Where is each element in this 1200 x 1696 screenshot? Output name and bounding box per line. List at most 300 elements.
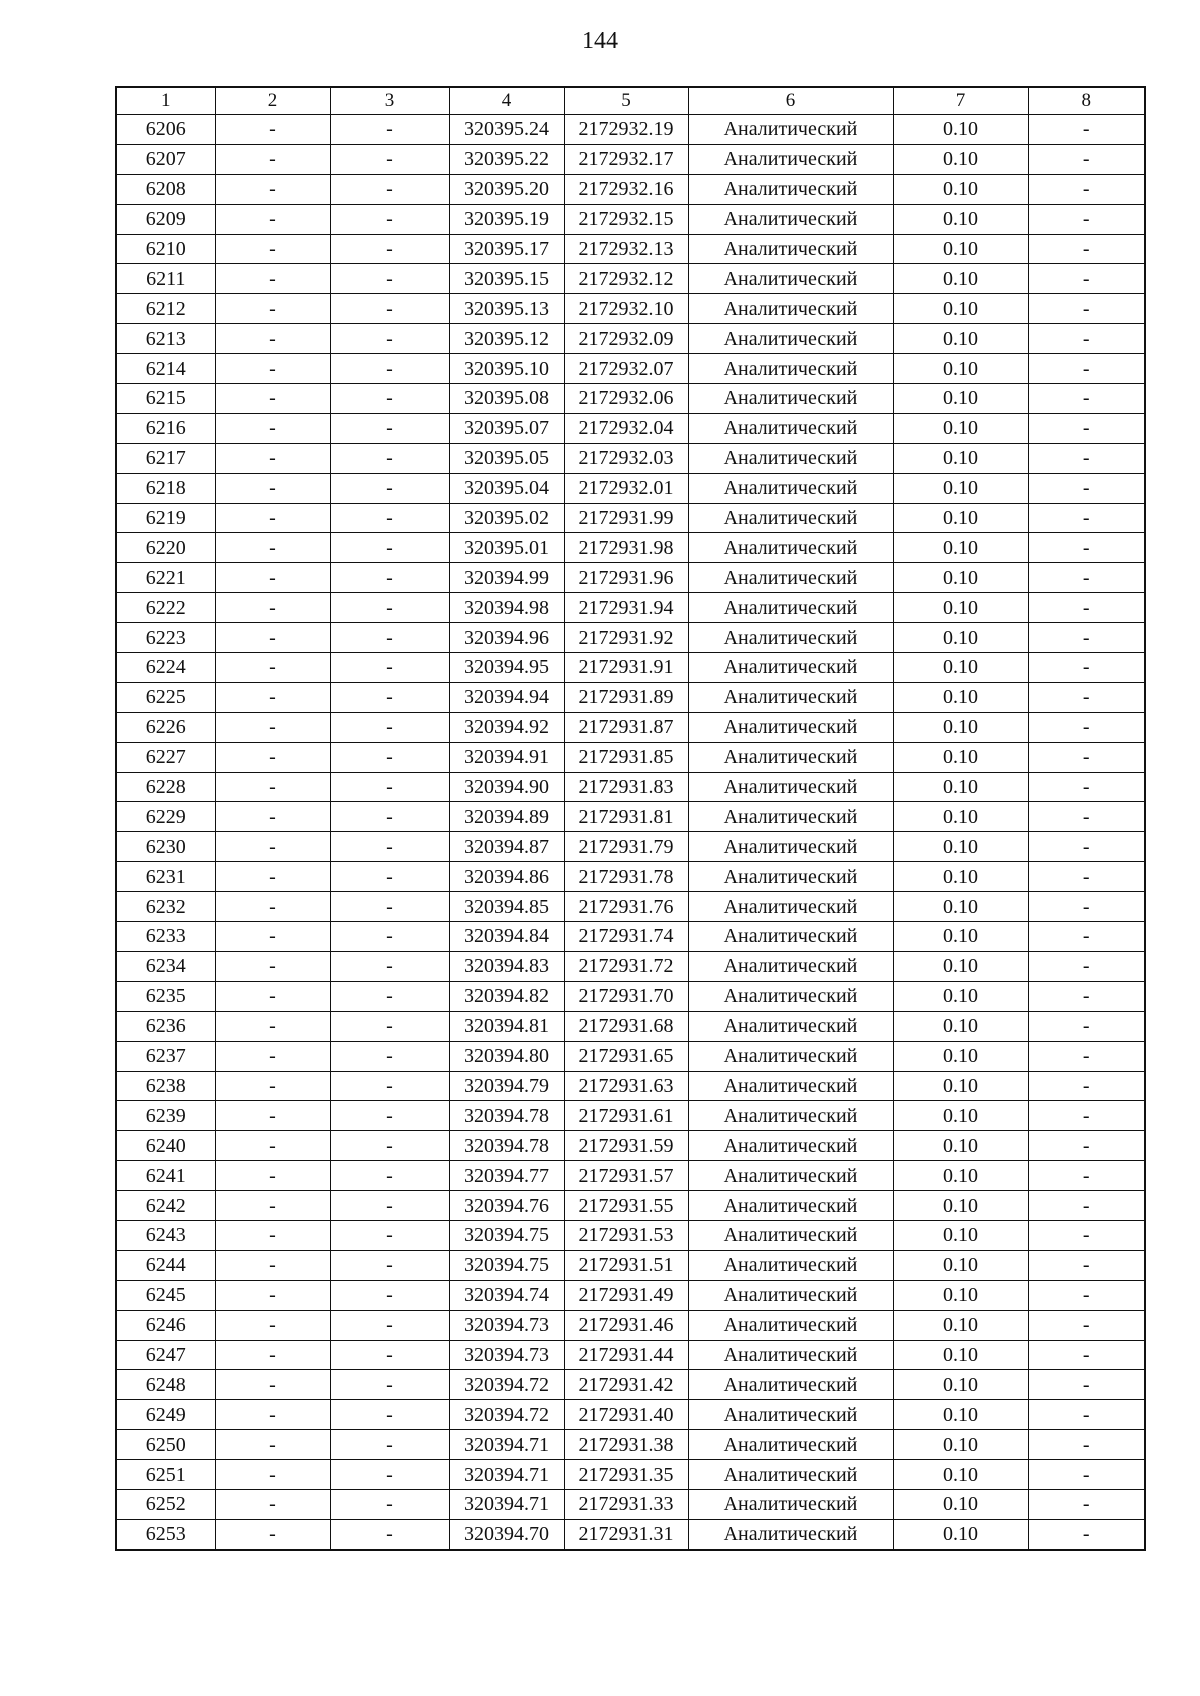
cell-point-number: 6238 [116,1071,215,1101]
cell-col-2: - [215,1131,330,1161]
cell-col-8: - [1028,1460,1145,1490]
table-row [116,1310,1145,1340]
table-row [116,1280,1145,1310]
cell-point-number: 6252 [116,1489,215,1519]
cell-precision: 0.10 [893,1220,1028,1250]
cell-point-number: 6250 [116,1430,215,1460]
table-row [116,1101,1145,1131]
cell-col-3: - [330,473,449,503]
cell-y-coordinate: 2172931.98 [564,533,688,563]
cell-col-8: - [1028,324,1145,354]
cell-point-number: 6244 [116,1250,215,1280]
cell-method: Аналитический [688,892,893,922]
cell-point-number: 6207 [116,144,215,174]
cell-col-3: - [330,294,449,324]
cell-point-number: 6246 [116,1310,215,1340]
cell-col-2: - [215,1011,330,1041]
cell-col-8: - [1028,682,1145,712]
cell-col-3: - [330,892,449,922]
cell-col-2: - [215,1489,330,1519]
cell-x-coordinate: 320394.81 [449,1011,564,1041]
table-row [116,802,1145,832]
table-row [116,264,1145,294]
cell-x-coordinate: 320394.72 [449,1400,564,1430]
cell-precision: 0.10 [893,1340,1028,1370]
cell-col-2: - [215,593,330,623]
cell-x-coordinate: 320394.96 [449,623,564,653]
cell-point-number: 6229 [116,802,215,832]
cell-y-coordinate: 2172931.40 [564,1400,688,1430]
cell-col-8: - [1028,1310,1145,1340]
cell-point-number: 6240 [116,1131,215,1161]
cell-y-coordinate: 2172931.42 [564,1370,688,1400]
cell-x-coordinate: 320394.77 [449,1161,564,1191]
cell-point-number: 6243 [116,1220,215,1250]
table-row [116,1340,1145,1370]
cell-method: Аналитический [688,1131,893,1161]
cell-col-8: - [1028,951,1145,981]
cell-x-coordinate: 320394.80 [449,1041,564,1071]
cell-y-coordinate: 2172931.87 [564,712,688,742]
cell-col-8: - [1028,802,1145,832]
table-row [116,1041,1145,1071]
cell-col-2: - [215,1340,330,1370]
coordinates-table [115,86,1146,1551]
table-row [116,682,1145,712]
table-row [116,443,1145,473]
cell-col-2: - [215,443,330,473]
cell-point-number: 6237 [116,1041,215,1071]
cell-col-2: - [215,503,330,533]
cell-y-coordinate: 2172932.09 [564,324,688,354]
cell-col-3: - [330,712,449,742]
cell-x-coordinate: 320395.01 [449,533,564,563]
table-row [116,981,1145,1011]
cell-method: Аналитический [688,1310,893,1340]
cell-x-coordinate: 320394.99 [449,563,564,593]
cell-col-8: - [1028,1131,1145,1161]
cell-col-3: - [330,1519,449,1549]
cell-col-3: - [330,1101,449,1131]
cell-point-number: 6248 [116,1370,215,1400]
cell-precision: 0.10 [893,354,1028,384]
cell-method: Аналитический [688,264,893,294]
cell-x-coordinate: 320394.78 [449,1101,564,1131]
cell-x-coordinate: 320395.12 [449,324,564,354]
cell-y-coordinate: 2172931.81 [564,802,688,832]
cell-method: Аналитический [688,1460,893,1490]
cell-col-3: - [330,862,449,892]
cell-precision: 0.10 [893,1191,1028,1221]
cell-y-coordinate: 2172932.17 [564,144,688,174]
cell-col-3: - [330,653,449,683]
cell-precision: 0.10 [893,922,1028,952]
cell-y-coordinate: 2172931.35 [564,1460,688,1490]
cell-precision: 0.10 [893,1400,1028,1430]
cell-col-3: - [330,264,449,294]
cell-col-2: - [215,951,330,981]
cell-col-2: - [215,862,330,892]
cell-method: Аналитический [688,1370,893,1400]
cell-y-coordinate: 2172931.31 [564,1519,688,1549]
cell-y-coordinate: 2172931.53 [564,1220,688,1250]
cell-method: Аналитический [688,324,893,354]
cell-col-2: - [215,1250,330,1280]
cell-col-2: - [215,413,330,443]
cell-method: Аналитический [688,473,893,503]
cell-x-coordinate: 320394.98 [449,593,564,623]
cell-point-number: 6253 [116,1519,215,1549]
cell-col-2: - [215,772,330,802]
cell-method: Аналитический [688,1280,893,1310]
cell-col-3: - [330,1041,449,1071]
cell-col-3: - [330,1310,449,1340]
cell-method: Аналитический [688,563,893,593]
cell-col-8: - [1028,115,1145,145]
cell-col-3: - [330,144,449,174]
cell-method: Аналитический [688,503,893,533]
cell-col-8: - [1028,922,1145,952]
cell-point-number: 6212 [116,294,215,324]
cell-y-coordinate: 2172931.55 [564,1191,688,1221]
cell-col-8: - [1028,204,1145,234]
cell-col-3: - [330,443,449,473]
cell-y-coordinate: 2172931.85 [564,742,688,772]
cell-col-3: - [330,742,449,772]
cell-col-2: - [215,981,330,1011]
cell-x-coordinate: 320395.15 [449,264,564,294]
cell-method: Аналитический [688,593,893,623]
cell-col-3: - [330,413,449,443]
cell-precision: 0.10 [893,1101,1028,1131]
cell-precision: 0.10 [893,1430,1028,1460]
cell-col-8: - [1028,742,1145,772]
cell-precision: 0.10 [893,772,1028,802]
cell-y-coordinate: 2172932.01 [564,473,688,503]
table-row [116,354,1145,384]
cell-point-number: 6222 [116,593,215,623]
table-row [116,772,1145,802]
cell-col-3: - [330,981,449,1011]
table-row [116,294,1145,324]
cell-precision: 0.10 [893,563,1028,593]
table-body [116,115,1145,1550]
cell-y-coordinate: 2172931.59 [564,1131,688,1161]
cell-point-number: 6210 [116,234,215,264]
cell-precision: 0.10 [893,1161,1028,1191]
cell-col-3: - [330,1161,449,1191]
cell-point-number: 6219 [116,503,215,533]
cell-col-8: - [1028,503,1145,533]
cell-col-8: - [1028,1519,1145,1549]
column-header-7: 7 [893,87,1028,115]
cell-y-coordinate: 2172932.07 [564,354,688,384]
cell-col-2: - [215,1400,330,1430]
cell-x-coordinate: 320395.19 [449,204,564,234]
cell-col-3: - [330,1340,449,1370]
cell-col-3: - [330,682,449,712]
column-header-2: 2 [215,87,330,115]
cell-x-coordinate: 320394.75 [449,1220,564,1250]
cell-y-coordinate: 2172932.03 [564,443,688,473]
table-row [116,413,1145,443]
cell-y-coordinate: 2172931.57 [564,1161,688,1191]
cell-y-coordinate: 2172932.16 [564,174,688,204]
cell-method: Аналитический [688,1489,893,1519]
table-row [116,144,1145,174]
cell-precision: 0.10 [893,593,1028,623]
cell-precision: 0.10 [893,653,1028,683]
cell-method: Аналитический [688,951,893,981]
cell-col-3: - [330,234,449,264]
cell-col-3: - [330,1400,449,1430]
cell-precision: 0.10 [893,1489,1028,1519]
cell-col-8: - [1028,1430,1145,1460]
cell-col-8: - [1028,593,1145,623]
cell-col-2: - [215,354,330,384]
cell-point-number: 6239 [116,1101,215,1131]
cell-y-coordinate: 2172931.70 [564,981,688,1011]
cell-method: Аналитический [688,1220,893,1250]
cell-precision: 0.10 [893,951,1028,981]
cell-col-8: - [1028,1370,1145,1400]
cell-precision: 0.10 [893,473,1028,503]
cell-col-3: - [330,832,449,862]
cell-col-8: - [1028,144,1145,174]
cell-x-coordinate: 320394.89 [449,802,564,832]
cell-point-number: 6232 [116,892,215,922]
cell-col-8: - [1028,413,1145,443]
cell-col-3: - [330,922,449,952]
cell-col-3: - [330,1131,449,1161]
column-header-5: 5 [564,87,688,115]
column-header-1: 1 [116,87,215,115]
cell-col-2: - [215,384,330,414]
cell-precision: 0.10 [893,503,1028,533]
cell-col-8: - [1028,772,1145,802]
cell-point-number: 6242 [116,1191,215,1221]
cell-col-8: - [1028,1250,1145,1280]
table-row [116,1071,1145,1101]
cell-y-coordinate: 2172932.04 [564,413,688,443]
table-row [116,1131,1145,1161]
cell-x-coordinate: 320394.82 [449,981,564,1011]
cell-method: Аналитический [688,922,893,952]
table-row [116,204,1145,234]
cell-precision: 0.10 [893,1519,1028,1549]
cell-precision: 0.10 [893,1041,1028,1071]
cell-precision: 0.10 [893,324,1028,354]
cell-col-2: - [215,802,330,832]
cell-col-3: - [330,1460,449,1490]
cell-col-3: - [330,1489,449,1519]
table-row [116,892,1145,922]
table-row [116,384,1145,414]
cell-method: Аналитический [688,653,893,683]
cell-y-coordinate: 2172931.49 [564,1280,688,1310]
cell-method: Аналитический [688,1041,893,1071]
cell-precision: 0.10 [893,533,1028,563]
cell-col-3: - [330,1071,449,1101]
cell-y-coordinate: 2172931.91 [564,653,688,683]
cell-x-coordinate: 320395.24 [449,115,564,145]
cell-col-2: - [215,1161,330,1191]
cell-point-number: 6214 [116,354,215,384]
cell-method: Аналитический [688,234,893,264]
cell-point-number: 6217 [116,443,215,473]
cell-method: Аналитический [688,1011,893,1041]
column-header-3: 3 [330,87,449,115]
cell-method: Аналитический [688,1101,893,1131]
cell-col-8: - [1028,1220,1145,1250]
table-row [116,951,1145,981]
cell-precision: 0.10 [893,443,1028,473]
cell-precision: 0.10 [893,1370,1028,1400]
cell-col-2: - [215,892,330,922]
cell-precision: 0.10 [893,1280,1028,1310]
cell-point-number: 6230 [116,832,215,862]
cell-precision: 0.10 [893,294,1028,324]
cell-col-3: - [330,1280,449,1310]
cell-col-8: - [1028,443,1145,473]
cell-col-2: - [215,682,330,712]
cell-point-number: 6211 [116,264,215,294]
cell-col-3: - [330,1191,449,1221]
cell-y-coordinate: 2172931.44 [564,1340,688,1370]
cell-x-coordinate: 320394.95 [449,653,564,683]
cell-col-8: - [1028,533,1145,563]
cell-point-number: 6216 [116,413,215,443]
cell-col-3: - [330,354,449,384]
cell-y-coordinate: 2172931.79 [564,832,688,862]
cell-point-number: 6220 [116,533,215,563]
cell-y-coordinate: 2172931.94 [564,593,688,623]
cell-method: Аналитический [688,443,893,473]
cell-x-coordinate: 320395.13 [449,294,564,324]
cell-method: Аналитический [688,294,893,324]
cell-x-coordinate: 320394.73 [449,1340,564,1370]
cell-method: Аналитический [688,1071,893,1101]
cell-col-2: - [215,1460,330,1490]
cell-col-2: - [215,712,330,742]
cell-x-coordinate: 320394.92 [449,712,564,742]
cell-point-number: 6224 [116,653,215,683]
table-row [116,1489,1145,1519]
cell-x-coordinate: 320394.71 [449,1430,564,1460]
cell-precision: 0.10 [893,623,1028,653]
cell-method: Аналитический [688,772,893,802]
cell-col-8: - [1028,234,1145,264]
cell-y-coordinate: 2172931.63 [564,1071,688,1101]
cell-y-coordinate: 2172931.76 [564,892,688,922]
table-row [116,712,1145,742]
cell-method: Аналитический [688,144,893,174]
cell-col-8: - [1028,1101,1145,1131]
cell-point-number: 6247 [116,1340,215,1370]
table-row [116,653,1145,683]
cell-precision: 0.10 [893,1310,1028,1340]
table-row [116,623,1145,653]
cell-point-number: 6221 [116,563,215,593]
cell-y-coordinate: 2172932.06 [564,384,688,414]
cell-point-number: 6228 [116,772,215,802]
cell-col-3: - [330,563,449,593]
table-row [116,1191,1145,1221]
cell-method: Аналитический [688,742,893,772]
cell-col-8: - [1028,712,1145,742]
cell-col-3: - [330,115,449,145]
cell-precision: 0.10 [893,1250,1028,1280]
cell-precision: 0.10 [893,384,1028,414]
cell-method: Аналитический [688,1519,893,1549]
cell-col-2: - [215,294,330,324]
column-header-4: 4 [449,87,564,115]
cell-point-number: 6209 [116,204,215,234]
cell-x-coordinate: 320395.04 [449,473,564,503]
cell-x-coordinate: 320394.70 [449,1519,564,1549]
cell-y-coordinate: 2172931.89 [564,682,688,712]
cell-method: Аналитический [688,413,893,443]
cell-y-coordinate: 2172932.12 [564,264,688,294]
cell-col-8: - [1028,384,1145,414]
cell-y-coordinate: 2172931.46 [564,1310,688,1340]
cell-precision: 0.10 [893,1071,1028,1101]
cell-col-3: - [330,1370,449,1400]
cell-precision: 0.10 [893,1131,1028,1161]
cell-y-coordinate: 2172931.61 [564,1101,688,1131]
cell-precision: 0.10 [893,832,1028,862]
cell-precision: 0.10 [893,264,1028,294]
cell-point-number: 6226 [116,712,215,742]
cell-method: Аналитический [688,1161,893,1191]
cell-col-8: - [1028,653,1145,683]
cell-x-coordinate: 320394.71 [449,1460,564,1490]
cell-point-number: 6245 [116,1280,215,1310]
cell-precision: 0.10 [893,892,1028,922]
table-row [116,234,1145,264]
cell-point-number: 6241 [116,1161,215,1191]
cell-x-coordinate: 320395.05 [449,443,564,473]
table-row [116,324,1145,354]
cell-method: Аналитический [688,354,893,384]
cell-y-coordinate: 2172931.78 [564,862,688,892]
table-row [116,174,1145,204]
cell-point-number: 6218 [116,473,215,503]
cell-x-coordinate: 320394.76 [449,1191,564,1221]
cell-method: Аналитический [688,204,893,234]
cell-col-2: - [215,1310,330,1340]
cell-precision: 0.10 [893,682,1028,712]
cell-x-coordinate: 320395.22 [449,144,564,174]
table-row [116,1161,1145,1191]
header-row [116,87,1145,115]
cell-col-8: - [1028,264,1145,294]
table-row [116,922,1145,952]
cell-col-2: - [215,1370,330,1400]
cell-col-8: - [1028,1191,1145,1221]
cell-col-2: - [215,653,330,683]
cell-x-coordinate: 320395.08 [449,384,564,414]
cell-y-coordinate: 2172931.92 [564,623,688,653]
cell-col-2: - [215,264,330,294]
cell-precision: 0.10 [893,742,1028,772]
cell-method: Аналитический [688,1250,893,1280]
cell-col-2: - [215,1041,330,1071]
cell-col-8: - [1028,563,1145,593]
table-row [116,563,1145,593]
cell-col-2: - [215,832,330,862]
cell-col-8: - [1028,832,1145,862]
